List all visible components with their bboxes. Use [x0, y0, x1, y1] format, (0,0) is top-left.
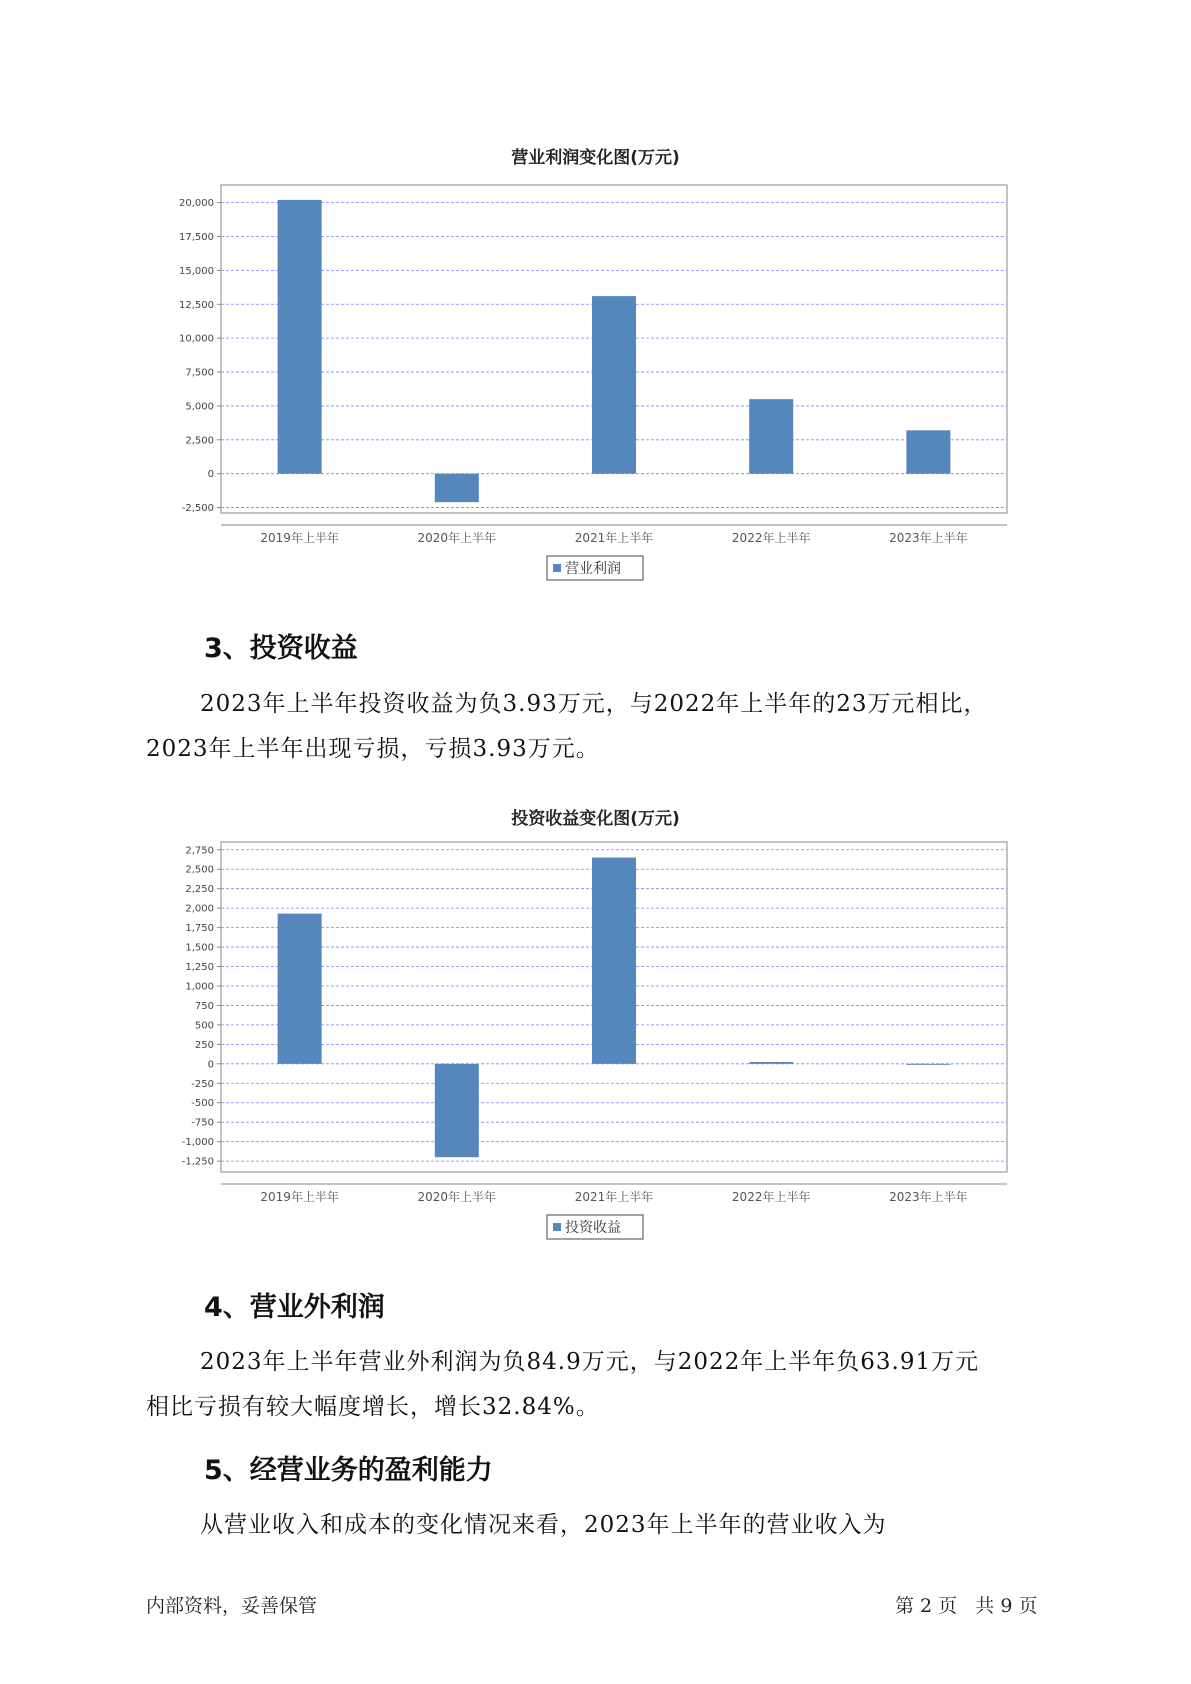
chart-title-operating-profit: 营业利润变化图(万元): [511, 148, 680, 168]
y-tick-label: 500: [194, 1020, 214, 1032]
y-tick-label: -1,250: [181, 1156, 214, 1168]
paragraph-investment-income: [146, 682, 1056, 772]
x-tick-label: 2020年上半年: [417, 531, 497, 545]
bar: [906, 430, 950, 473]
y-tick-label: 750: [194, 1000, 214, 1012]
x-tick-label: 2019年上半年: [260, 531, 339, 545]
y-tick-label: -500: [191, 1098, 214, 1110]
x-tick-label: 2021年上半年: [574, 531, 654, 545]
y-tick-label: 17,500: [179, 232, 214, 244]
y-tick-label: 0: [207, 1059, 214, 1071]
bar: [278, 200, 322, 474]
paragraph-non-operating-profit: [146, 1340, 1056, 1430]
paragraph-profitability: [146, 1503, 1056, 1548]
y-tick-label: 2,500: [185, 864, 214, 876]
chart-title-investment-income: 投资收益变化图(万元): [511, 809, 680, 829]
y-tick-label: 0: [207, 469, 214, 481]
x-tick-label: 2019年上半年: [260, 1190, 339, 1204]
y-tick-label: 20,000: [179, 198, 214, 210]
footer-confidential: 内部资料，妥善保管: [146, 1595, 318, 1617]
y-tick-label: 2,750: [185, 845, 214, 857]
bar: [278, 914, 322, 1064]
footer-page-number: 第 2 页 共 9 页: [895, 1595, 1038, 1617]
y-tick-label: -750: [191, 1117, 214, 1129]
x-tick-label: 2023年上半年: [889, 531, 968, 545]
y-tick-label: 10,000: [179, 333, 214, 345]
y-tick-label: -250: [191, 1078, 214, 1090]
bar: [749, 399, 793, 474]
x-tick-label: 2023年上半年: [889, 1190, 968, 1204]
x-tick-label: 2022年上半年: [731, 531, 811, 545]
y-tick-label: 7,500: [185, 367, 214, 379]
y-tick-label: 250: [194, 1039, 214, 1051]
bar: [435, 474, 479, 502]
x-tick-label: 2021年上半年: [574, 1190, 654, 1204]
y-tick-label: -1,000: [181, 1137, 214, 1149]
bar: [906, 1064, 950, 1065]
section-heading-investment-income: 3、投资收益: [204, 633, 358, 664]
section-heading-profitability: 5、经营业务的盈利能力: [204, 1455, 493, 1486]
bar: [749, 1062, 793, 1064]
legend-swatch: [553, 564, 561, 572]
y-tick-label: 2,000: [185, 903, 214, 915]
y-tick-label: 1,500: [185, 942, 214, 954]
bar: [435, 1064, 479, 1157]
y-tick-label: 5,000: [185, 401, 214, 413]
investment-income-chart: [0, 830, 1191, 1240]
y-tick-label: 2,500: [185, 435, 214, 447]
bar: [592, 296, 636, 474]
operating-profit-chart: [0, 170, 1191, 610]
paragraph-line: 相比亏损有较大幅度增长，增长32.84%。: [146, 1394, 600, 1420]
paragraph-line: 2023年上半年营业外利润为负84.9万元，与2022年上半年负63.91万元: [200, 1349, 980, 1375]
legend-swatch: [553, 1223, 561, 1231]
y-tick-label: 1,750: [185, 923, 214, 935]
paragraph-line: 从营业收入和成本的变化情况来看，2023年上半年的营业收入为: [200, 1512, 887, 1538]
paragraph-line: 2023年上半年投资收益为负3.93万元，与2022年上半年的23万元相比，: [200, 691, 988, 717]
bar: [592, 858, 636, 1064]
section-heading-non-operating-profit: 4、营业外利润: [204, 1292, 385, 1323]
paragraph-line: 2023年上半年出现亏损，亏损3.93万元。: [146, 736, 600, 762]
y-tick-label: 15,000: [179, 265, 214, 277]
y-tick-label: 1,000: [185, 981, 214, 993]
y-tick-label: 1,250: [185, 962, 214, 974]
legend-label: 投资收益: [565, 1220, 621, 1236]
legend-label: 营业利润: [565, 561, 621, 577]
x-tick-label: 2020年上半年: [417, 1190, 497, 1204]
x-tick-label: 2022年上半年: [731, 1190, 811, 1204]
y-tick-label: 2,250: [185, 884, 214, 896]
y-tick-label: 12,500: [179, 299, 214, 311]
y-tick-label: -2,500: [181, 503, 214, 515]
